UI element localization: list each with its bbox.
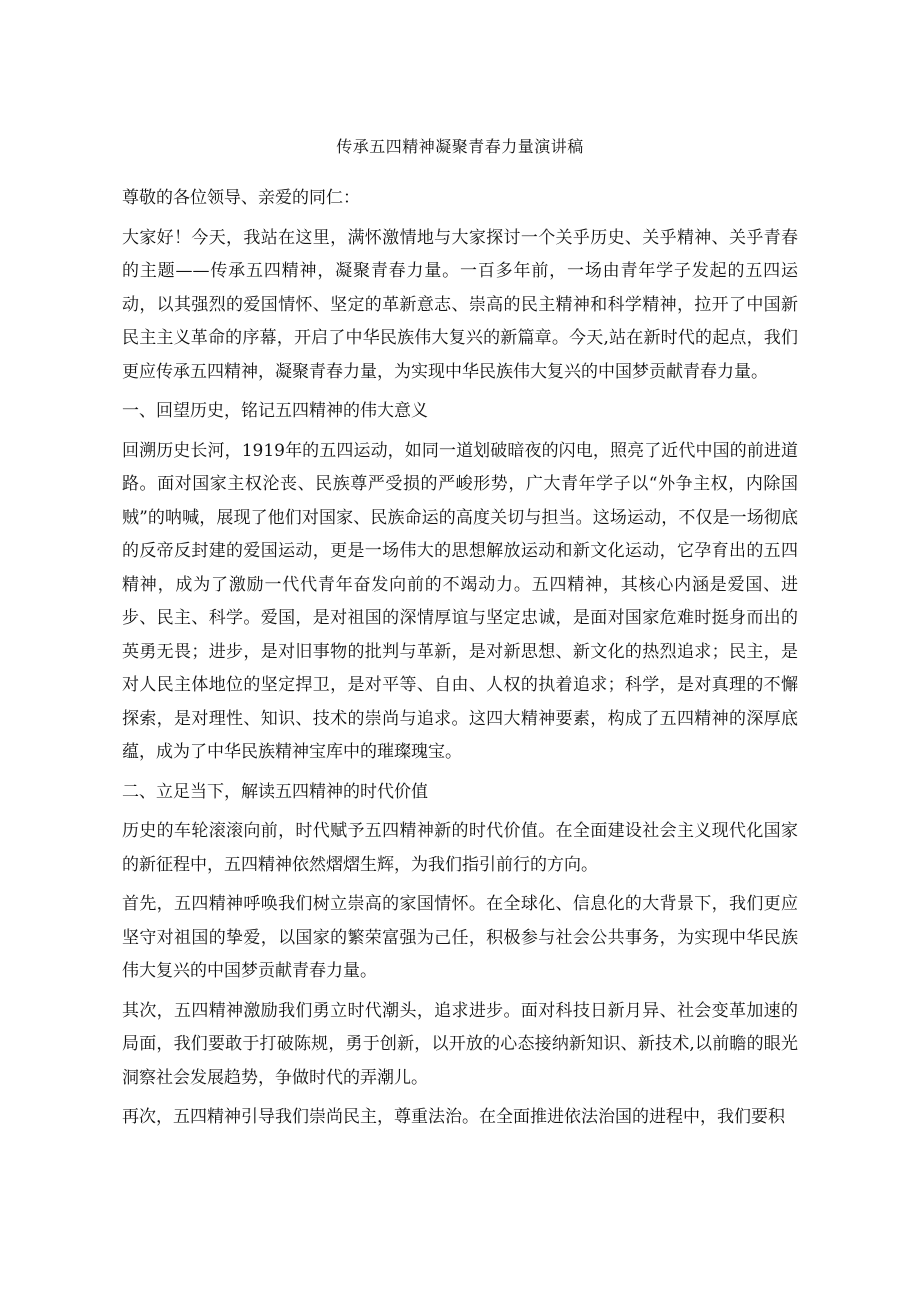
section-heading-1: 一、回望历史，铭记五四精神的伟大意义 <box>122 401 428 421</box>
opening-paragraph: 大家好！今天，我站在这里，满怀激情地与大家探讨一个关乎历史、关乎精神、关乎青春的主题——传承五四精神，凝聚青春力量。一百多年前，一场由青年学子发起的五四运动，以其强烈的爱国情怀、坚定的革新意志、崇高的民主精神和科学精神，拉开了中国新民主主义革命的序幕，开启了中华民族伟大复兴的新篇章。今天,站在新时代的起点，我们更应传承五四精神，凝聚青春力量，为实现中华民族伟大复兴的中国梦贡献青春力量。 <box>122 227 798 382</box>
era-value-paragraph: 历史的车轮滚滚向前，时代赋予五四精神新的时代价值。在全面建设社会主义现代化国家的新征程中，五四精神依然熠熠生辉，为我们指引前行的方向。 <box>122 821 798 875</box>
first-point-paragraph: 首先，五四精神呼唤我们树立崇高的家国情怀。在全球化、信息化的大背景下，我们更应坚守对祖国的挚爱，以国家的繁荣富强为己任，积极参与社会公共事务，为实现中华民族伟大复兴的中国梦贡献青春力量。 <box>122 894 798 981</box>
document-title: 传承五四精神凝聚青春力量演讲稿 <box>336 137 584 156</box>
salutation: 尊敬的各位领导、亲爱的同仁： <box>122 188 360 208</box>
section-heading-2: 二、立足当下，解读五四精神的时代价值 <box>122 781 428 802</box>
third-point-paragraph: 再次，五四精神引导我们崇尚民主，尊重法治。在全面推进依法治国的进程中，我们要积 <box>122 1107 785 1127</box>
document-body <box>122 132 798 1141</box>
history-paragraph: 回溯历史长河，1919年的五四运动，如同一道划破暗夜的闪电，照亮了近代中国的前进道路。面对国家主权沦丧、民族尊严受损的严峻形势，广大青年学子以“外争主权，内除国贼”的呐喊，展现了他们对国家、民族命运的高度关切与担当。这场运动，不仅是一场彻底的反帝反封建的爱国运动，更是一场伟大的思想解放运动和新文化运动，它孕育出的五四精神，成为了激励一代代青年奋发向前的不竭动力。五四精神，其核心内涵是爱国、进步、民主、科学。爱国，是对祖国的深情厚谊与坚定忠诚，是面对国家危难时挺身而出的英勇无畏；进步，是对旧事物的批判与革新，是对新思想、新文化的热烈追求；民主，是对人民主体地位的坚定捍卫，是对平等、自由、人权的执着追求；科学，是对真理的不懈探索，是对理性、知识、技术的崇尚与追求。这四大精神要素，构成了五四精神的深厚底蕴，成为了中华民族精神宝库中的璀璨瑰宝。 <box>122 440 798 762</box>
second-point-paragraph: 其次，五四精神激励我们勇立时代潮头，追求进步。面对科技日新月异、社会变革加速的局面，我们要敢于打破陈规，勇于创新，以开放的心态接纳新知识、新技术,以前瞻的眼光洞察社会发展趋势，争做时代的弄潮儿。 <box>122 1000 798 1088</box>
